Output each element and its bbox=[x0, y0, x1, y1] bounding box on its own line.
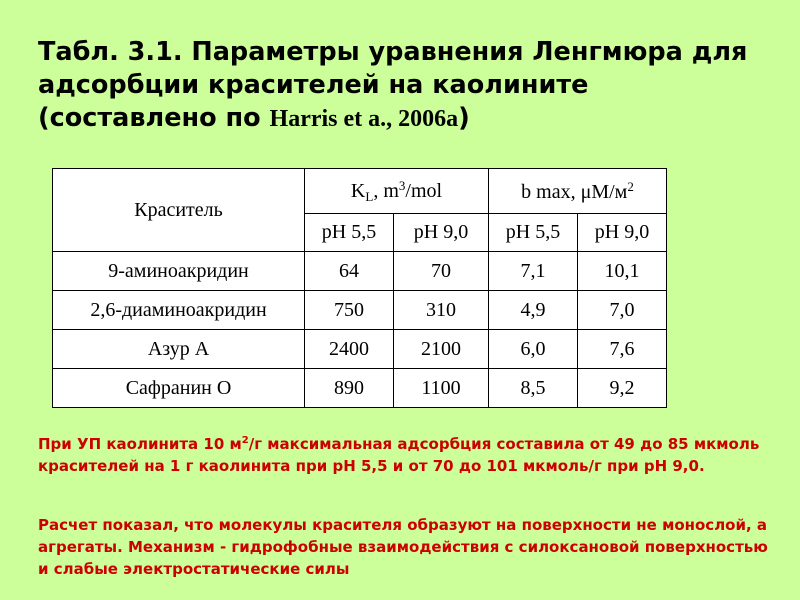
table-row bbox=[53, 330, 667, 369]
value-cell: 6,0 bbox=[489, 330, 578, 369]
bmax-label: b max, μM/м bbox=[521, 180, 628, 203]
value-cell: 310 bbox=[394, 291, 489, 330]
value-cell: 10,1 bbox=[578, 252, 667, 291]
kl-column-header bbox=[305, 169, 489, 214]
ph-header-cell: pH 5,5 bbox=[489, 214, 578, 252]
title-line-1: Табл. 3.1. Параметры уравнения Ленгмюра для bbox=[38, 37, 748, 67]
value-cell: 8,5 bbox=[489, 369, 578, 408]
title-line-2: адсорбции красителей на каолините bbox=[38, 70, 589, 100]
table-header-row bbox=[53, 169, 667, 214]
value-cell: 4,9 bbox=[489, 291, 578, 330]
note1-text-start: При УП каолинита 10 м bbox=[38, 435, 242, 453]
title-line-3-suffix: ) bbox=[458, 103, 470, 133]
value-cell: 2100 bbox=[394, 330, 489, 369]
value-cell: 70 bbox=[394, 252, 489, 291]
ph-header-cell: pH 9,0 bbox=[394, 214, 489, 252]
table-row bbox=[53, 369, 667, 408]
kl-unit: , m bbox=[373, 179, 399, 202]
value-cell: 64 bbox=[305, 252, 394, 291]
table-row bbox=[53, 252, 667, 291]
value-cell: 890 bbox=[305, 369, 394, 408]
title-line-3 bbox=[38, 102, 778, 136]
kl-unit-superscript: 3 bbox=[398, 177, 406, 193]
title-line-3-prefix: (составлено по bbox=[38, 103, 270, 133]
bmax-superscript: 2 bbox=[627, 178, 634, 194]
slide-title bbox=[38, 36, 778, 136]
ph-header-cell: pH 9,0 bbox=[578, 214, 667, 252]
bmax-column-header bbox=[489, 169, 667, 214]
value-cell: 750 bbox=[305, 291, 394, 330]
dye-name-cell: 9-аминоакридин bbox=[53, 252, 305, 291]
value-cell: 7,1 bbox=[489, 252, 578, 291]
dye-name-cell: Сафранин О bbox=[53, 369, 305, 408]
kl-symbol: K bbox=[350, 179, 366, 202]
dye-name-cell: Азур А bbox=[53, 330, 305, 369]
value-cell: 7,6 bbox=[578, 330, 667, 369]
value-cell: 7,0 bbox=[578, 291, 667, 330]
note-adsorption-capacity bbox=[38, 430, 778, 477]
langmuir-parameters-table bbox=[52, 168, 667, 408]
dye-name-cell: 2,6-диаминоакридин bbox=[53, 291, 305, 330]
title-reference: Harris et a., 2006a bbox=[269, 106, 459, 132]
dye-column-header: Краситель bbox=[53, 169, 305, 252]
ph-header-cell: pH 5,5 bbox=[305, 214, 394, 252]
value-cell: 1100 bbox=[394, 369, 489, 408]
kl-unit-end: /mol bbox=[405, 179, 443, 202]
note1-text-end: /г максимальная адсорбция составила от 49 до 85 мкмоль красителей на 1 г каолинита при рН 5,5 и от 70 до 101 мкмоль/г при рН 9,0. bbox=[38, 435, 760, 475]
note-mechanism: Расчет показал, что молекулы красителя образуют на поверхности не монослой, а агрегаты. Механизм - гидрофобные взаимодействия с силоксановой поверхностью и слабые электростатические силы bbox=[38, 516, 768, 578]
note1-superscript: 2 bbox=[241, 435, 249, 446]
value-cell: 9,2 bbox=[578, 369, 667, 408]
table-row bbox=[53, 291, 667, 330]
value-cell: 2400 bbox=[305, 330, 394, 369]
kl-subscript: L bbox=[365, 188, 374, 204]
